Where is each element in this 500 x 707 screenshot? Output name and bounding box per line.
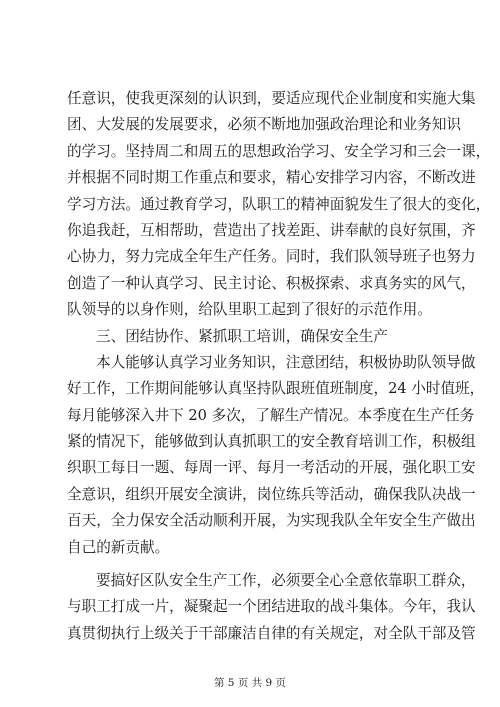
text-line: 全意识，组织开展安全演讲，岗位练兵等活动，确保我队决战一 bbox=[67, 485, 476, 503]
text-line: 要搞好区队安全生产工作，必须要全心全意依靠职工群众， bbox=[96, 572, 476, 590]
text-line: 团、大发展的发展要求，必须不断地加强政治理论和业务知识 bbox=[67, 116, 462, 134]
text-line: 并根据不同时期工作重点和要求，精心安排学习内容，不断改进 bbox=[67, 169, 476, 187]
text-line: 自己的新贡献。 bbox=[67, 538, 170, 556]
document-body bbox=[67, 86, 491, 647]
text-line: 织职工每日一题、每周一评、每月一考活动的开展，强化职工安 bbox=[67, 459, 476, 477]
section-heading: 三、团结协作、紧抓职工培训，确保安全生产 bbox=[96, 327, 388, 345]
text-line: 与职工打成一片，凝聚起一个团结进取的战斗集体。今年，我认 bbox=[67, 598, 476, 616]
text-line: 真贯彻执行上级关于干部廉洁自律的有关规定，对全队干部及管 bbox=[67, 624, 476, 642]
text-line: 紧的情况下，能够做到认真抓职工的安全教育培训工作，积极组 bbox=[67, 433, 476, 451]
text-line: 创造了一种认真学习、民主讨论、积极探索、求真务实的风气， bbox=[67, 274, 476, 292]
page-footer: 第 5 页 共 9 页 bbox=[213, 677, 287, 689]
text-line: 学习方法。通过教育学习，队职工的精神面貌发生了很大的变化， bbox=[67, 195, 491, 213]
text-line: 百天，全力保安全活动顺利开展，为实现我队全年安全生产做出 bbox=[67, 512, 476, 530]
text-line: 任意识，使我更深刻的认识到，要适应现代企业制度和实施大集 bbox=[67, 90, 476, 107]
text-line: 每月能够深入井下 20 多次，了解生产情况。本季度在生产任务 bbox=[67, 406, 475, 424]
text-line: 你追我赶，互相帮助，营造出了找差距、讲奉献的良好氛围，齐 bbox=[67, 221, 476, 239]
text-line: 心协力，努力完成全年生产任务。同时，我们队领导班子也努力 bbox=[67, 248, 476, 266]
text-line: 的学习。坚持周二和周五的思想政治学习、安全学习和三会一课， bbox=[67, 142, 491, 160]
text-line: 队领导的以身作则，给队里职工起到了很好的示范作用。 bbox=[67, 301, 432, 319]
text-line: 本人能够认真学习业务知识，注意团结，积极协助队领导做 bbox=[96, 353, 476, 371]
text-line: 好工作，工作期间能够认真坚持队跟班值班制度，24 小时值班， bbox=[67, 380, 485, 398]
